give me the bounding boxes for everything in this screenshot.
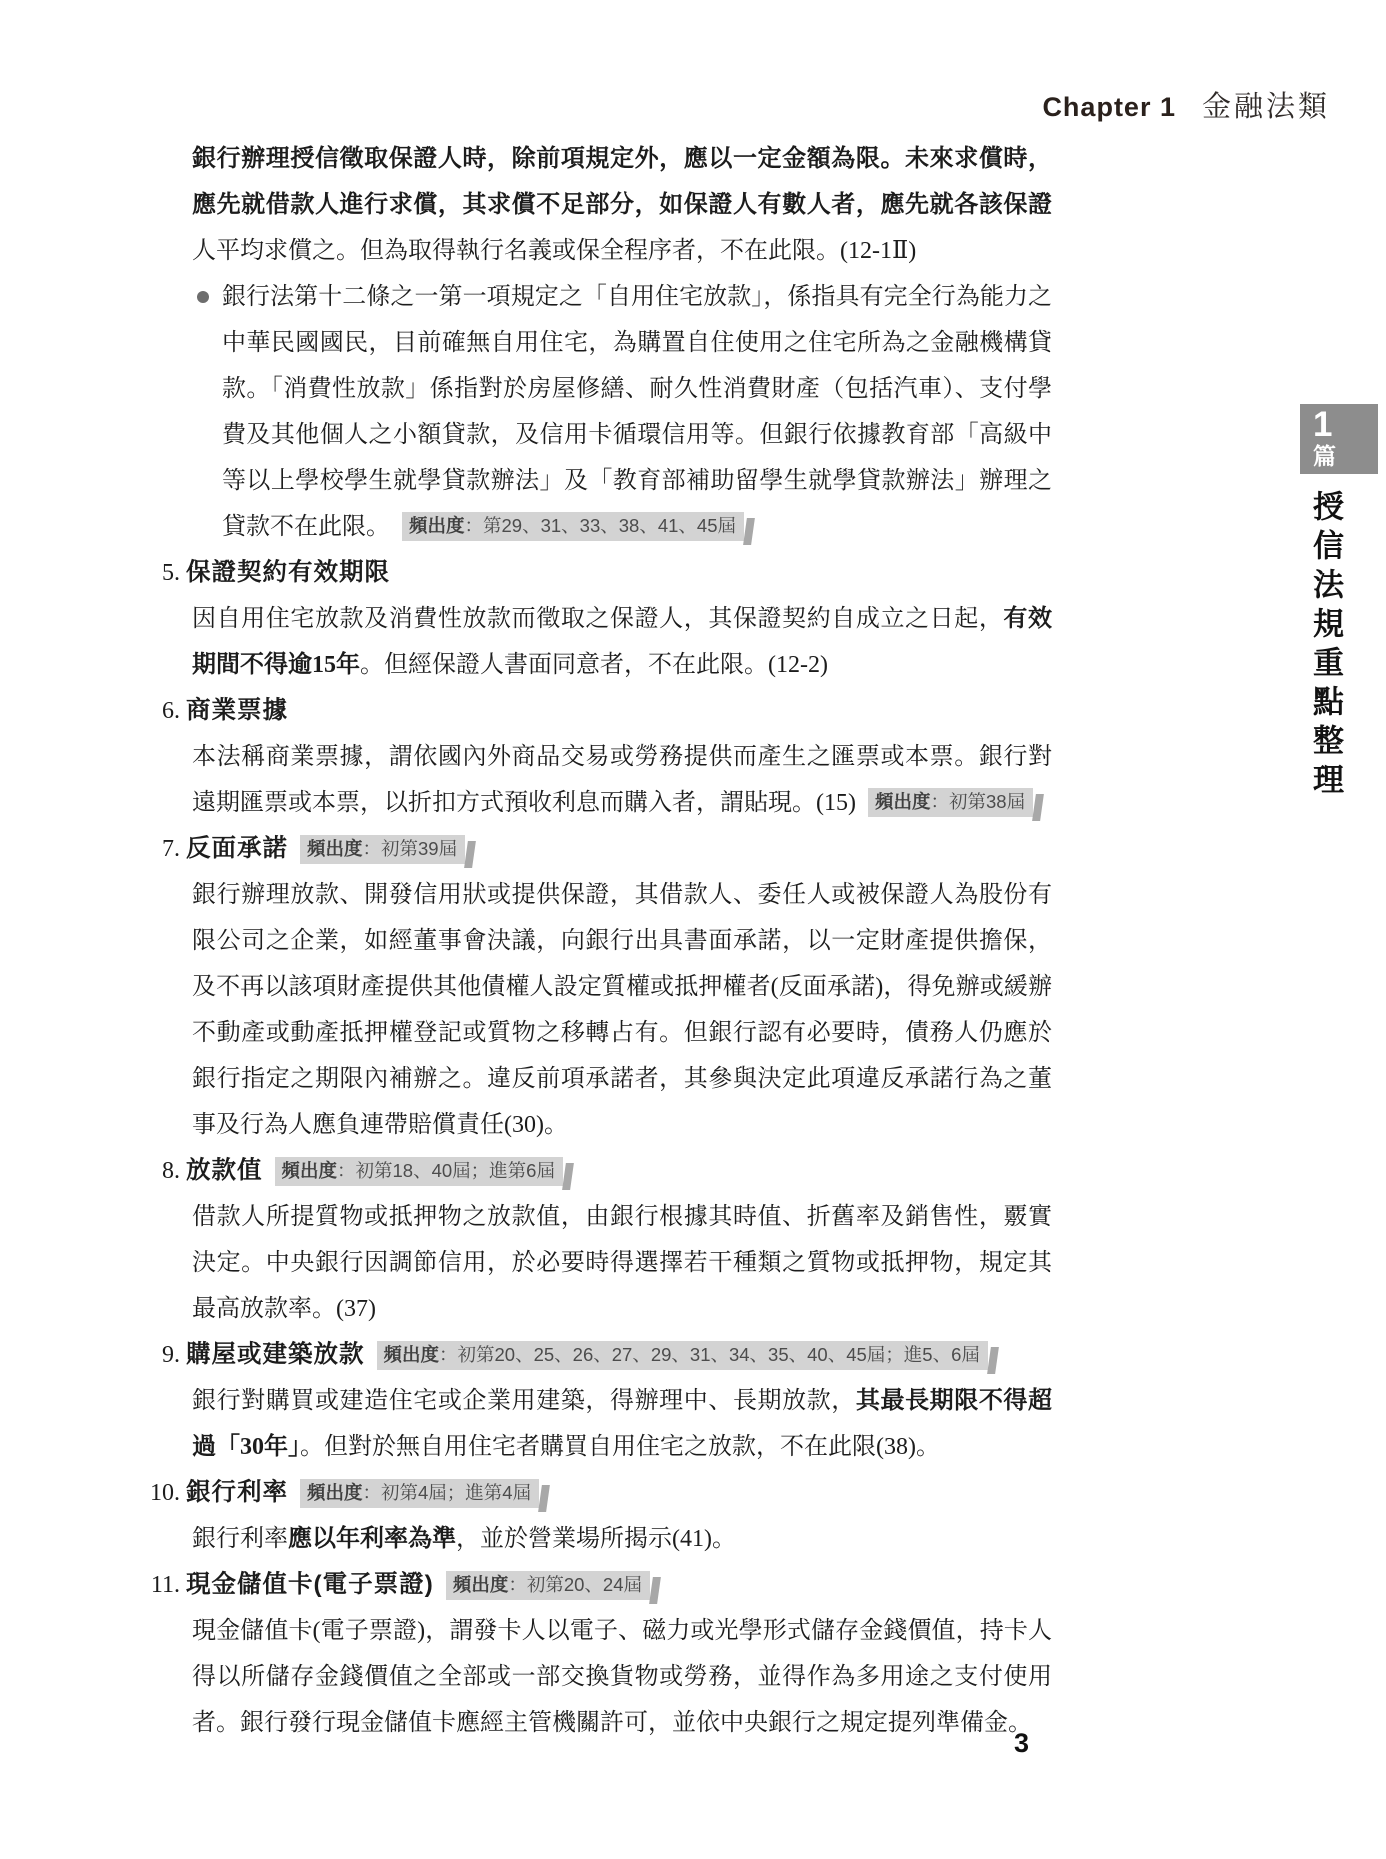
- part-tab: [1300, 404, 1378, 474]
- part-title-vertical: 授信法規重點整理: [1308, 490, 1343, 802]
- badge-flag-icon: [649, 1577, 661, 1604]
- frequency-badge: 頻出度：初第4屆；進第4屆: [300, 1479, 539, 1508]
- frequency-badge-label: 頻出度: [452, 1573, 509, 1595]
- text-run: 銀行辦理放款、開發信用狀或提供保證，其借款人、委任人或被保證人為股份有限公司之企業，如經董事會決議，向銀行出具書面承諾，以一定財產提供擔保，及不再以該項財產提供其他債權人設定質權或抵押權者(反面承諾)，得免辦或緩辦不動產或動產抵押權登記或質物之移轉占有。但銀行認有必要時，債務人仍應於銀行指定之期限內補辦之。違反前項承諾者，其參與決定此項違反承諾行為之董事及行為人應負連帶賠償責任(30)。: [192, 882, 1052, 1138]
- section-number: 6.: [162, 698, 180, 724]
- section-number: 10.: [150, 1480, 180, 1506]
- page-number: 3: [1014, 1728, 1030, 1758]
- frequency-badge-label: 頻出度: [281, 1159, 338, 1181]
- section-title: 反面承諾: [186, 835, 288, 862]
- frequency-badge: 頻出度：初第20、24屆: [446, 1571, 650, 1600]
- body-paragraph: [192, 1516, 1052, 1562]
- text-run: 。但經保證人書面同意者，不在此限。(12-2): [360, 652, 828, 678]
- body-paragraph: [192, 1608, 1052, 1746]
- section-heading: [150, 826, 1060, 872]
- frequency-badge-label: 頻出度: [307, 1481, 363, 1503]
- body-paragraph: [192, 1378, 1052, 1470]
- section-heading: [150, 1148, 1060, 1194]
- frequency-badge: 頻出度：第29、31、33、38、41、45屆: [402, 512, 744, 541]
- body-paragraph: [192, 734, 1052, 826]
- section-heading: [150, 1562, 1060, 1608]
- badge-flag-icon: [743, 518, 755, 545]
- text-run: 有效期間不得逾15年: [192, 606, 1053, 678]
- section-number: 7.: [162, 836, 180, 862]
- text-run: 借款人所提質物或抵押物之放款值，由銀行根據其時值、折舊率及銷售性，覈實決定。中央銀行因調節信用，於必要時得選擇若干種類之質物或抵押物，規定其最高放款率。(37): [192, 1204, 1052, 1322]
- text-run: ，並於營業場所揭示(41)。: [456, 1526, 736, 1552]
- text-run: 本法稱商業票據，謂依國內外商品交易或勞務提供而產生之匯票或本票。銀行對遠期匯票或本票，以折扣方式預收利息而購入者，謂貼現。(15): [192, 744, 1052, 816]
- part-number: 1: [1313, 405, 1333, 444]
- badge-flag-icon: [987, 1347, 999, 1374]
- chapter-label: Chapter 1: [1042, 92, 1176, 122]
- bullet-paragraph: [192, 274, 1052, 550]
- content-blocks: [150, 136, 1060, 1746]
- section-heading: [150, 1332, 1060, 1378]
- page-header: [1042, 84, 1330, 125]
- body-paragraph: [192, 872, 1052, 1148]
- section-title: 銀行利率: [186, 1479, 288, 1506]
- section-heading: [150, 550, 1060, 596]
- frequency-badge: 頻出度：初第39屆: [300, 835, 465, 864]
- part-unit-label: 篇: [1313, 443, 1336, 469]
- text-run: 。但對於無自用住宅者購買自用住宅之放款，不在此限(38)。: [300, 1434, 940, 1460]
- body-paragraph: [192, 136, 1052, 274]
- section-title: 現金儲值卡(電子票證): [186, 1571, 434, 1598]
- frequency-badge-label: 頻出度: [409, 515, 465, 536]
- frequency-badge-label: 頻出度: [874, 791, 931, 812]
- section-title: 商業票據: [186, 697, 288, 724]
- body-paragraph: [192, 1194, 1052, 1332]
- bullet-icon: [197, 291, 209, 303]
- section-number: 9.: [162, 1342, 180, 1368]
- text-run: 銀行對購買或建造住宅或企業用建築，得辦理中、長期放款，: [192, 1388, 856, 1414]
- section-title: 保證契約有效期限: [186, 559, 390, 586]
- frequency-badge: 頻出度：初第18、40屆；進第6屆: [275, 1157, 563, 1186]
- text-run: 其最長期限不得超過「30年」: [192, 1388, 1053, 1460]
- section-number: 8.: [162, 1158, 180, 1184]
- body-paragraph: [192, 596, 1052, 688]
- chapter-title: 金融法類: [1201, 91, 1330, 123]
- frequency-badge: 頻出度：初第38屆: [868, 788, 1033, 817]
- frequency-badge: 頻出度：初第20、25、26、27、29、31、34、35、40、45屆；進5、6屆: [377, 1341, 988, 1370]
- text-run: 銀行辦理授信徵取保證人時，除前項規定外，應以一定金額為限。未來求償時，應先就借款人進行求償，其求償不足部分，如保證人有數人者，應先就各該保證: [192, 146, 1052, 218]
- section-title: 購屋或建築放款: [186, 1341, 365, 1368]
- text-run: 應以年利率為準: [288, 1526, 456, 1552]
- badge-flag-icon: [562, 1163, 574, 1190]
- section-number: 11.: [150, 1572, 180, 1598]
- text-run: 因自用住宅放款及消費性放款而徵取之保證人，其保證契約自成立之日起，: [192, 606, 1004, 632]
- frequency-badge-label: 頻出度: [383, 1343, 440, 1365]
- badge-flag-icon: [1032, 794, 1044, 821]
- section-number: 5.: [162, 560, 180, 586]
- section-heading: [150, 1470, 1060, 1516]
- frequency-badge-label: 頻出度: [307, 837, 363, 859]
- section-title: 放款值: [186, 1157, 263, 1184]
- section-heading: [150, 688, 1060, 734]
- text-run: 現金儲值卡(電子票證)，謂發卡人以電子、磁力或光學形式儲存金錢價值，持卡人得以所儲存金錢價值之全部或一部交換貨物或勞務，並得作為多用途之支付使用者。銀行發行現金儲值卡應經主管機關許可，並依中央銀行之規定提列準備金。: [192, 1618, 1052, 1736]
- text-run: 銀行利率: [192, 1526, 288, 1552]
- badge-flag-icon: [538, 1485, 550, 1512]
- text-run: 人平均求償之。但為取得執行名義或保全程序者，不在此限。(12-1Ⅱ): [192, 238, 917, 264]
- badge-flag-icon: [464, 841, 476, 868]
- text-run: 銀行法第十二條之一第一項規定之「自用住宅放款」，係指具有完全行為能力之中華民國國民，目前確無自用住宅，為購置自住使用之住宅所為之金融機構貸款。「消費性放款」係指對於房屋修繕、耐久性消費財產（包括汽車）、支付學費及其他個人之小額貸款，及信用卡循環信用等。但銀行依據教育部「高級中等以上學校學生就學貸款辦法」及「教育部補助留學生就學貸款辦法」辦理之貸款不在此限。: [222, 284, 1052, 540]
